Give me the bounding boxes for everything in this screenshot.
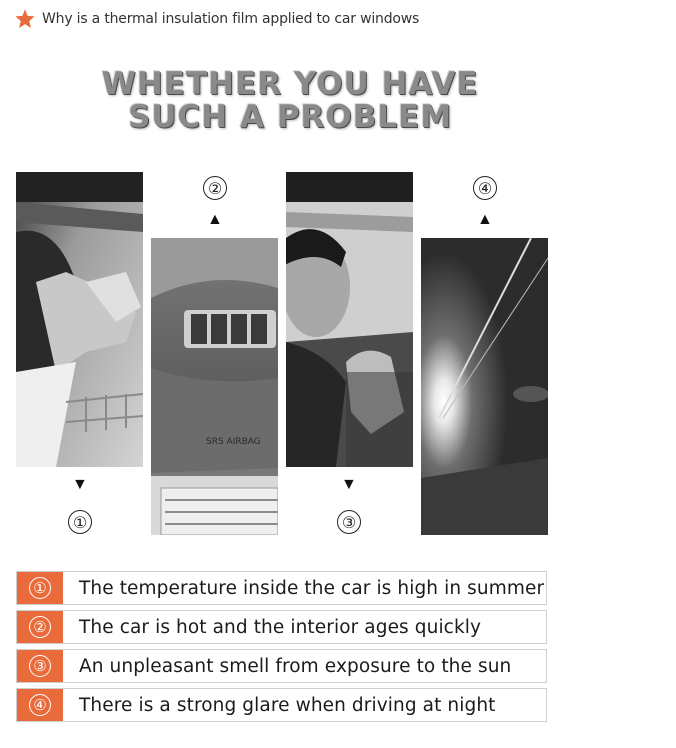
problem-text: The temperature inside the car is high in summer <box>79 577 545 599</box>
photo-night-glare <box>421 238 548 535</box>
problem-row <box>16 571 547 605</box>
number-badge <box>17 611 63 643</box>
number-badge <box>17 572 63 604</box>
down-triangle-icon: ▼ <box>72 476 88 493</box>
problem-row <box>16 610 547 644</box>
number-badge <box>17 650 63 682</box>
photo-man-unpleasant-smell <box>286 172 413 467</box>
panel-number-3: ③ <box>337 510 361 534</box>
badge-number: ③ <box>29 655 51 677</box>
panel-number-2: ② <box>203 176 227 200</box>
problem-text: The car is hot and the interior ages quickly <box>79 616 482 638</box>
star-icon <box>14 8 36 30</box>
up-triangle-icon: ▲ <box>207 211 223 228</box>
badge-number: ④ <box>29 694 51 716</box>
headline-line-2: SUCH A PROBLEM <box>127 99 453 135</box>
svg-text:SRS AIRBAG: SRS AIRBAG <box>206 437 261 447</box>
panel-number-1: ① <box>68 510 92 534</box>
number-badge <box>17 689 63 721</box>
panel-number-4: ④ <box>473 176 497 200</box>
problem-row <box>16 688 547 722</box>
problem-row <box>16 649 547 683</box>
section-title: Why is a thermal insulation film applied to car windows <box>42 11 420 27</box>
problem-text: There is a strong glare when driving at night <box>79 694 496 716</box>
problem-text: An unpleasant smell from exposure to the sun <box>79 655 512 677</box>
down-triangle-icon: ▼ <box>341 476 357 493</box>
up-triangle-icon: ▲ <box>477 211 493 228</box>
section-header <box>14 8 419 30</box>
photo-dashboard-vent <box>151 238 278 535</box>
badge-number: ② <box>29 616 51 638</box>
headline-line-1: WHETHER YOU HAVE <box>101 66 479 102</box>
badge-number: ① <box>29 577 51 599</box>
photo-hand-shading-sun <box>16 172 143 467</box>
